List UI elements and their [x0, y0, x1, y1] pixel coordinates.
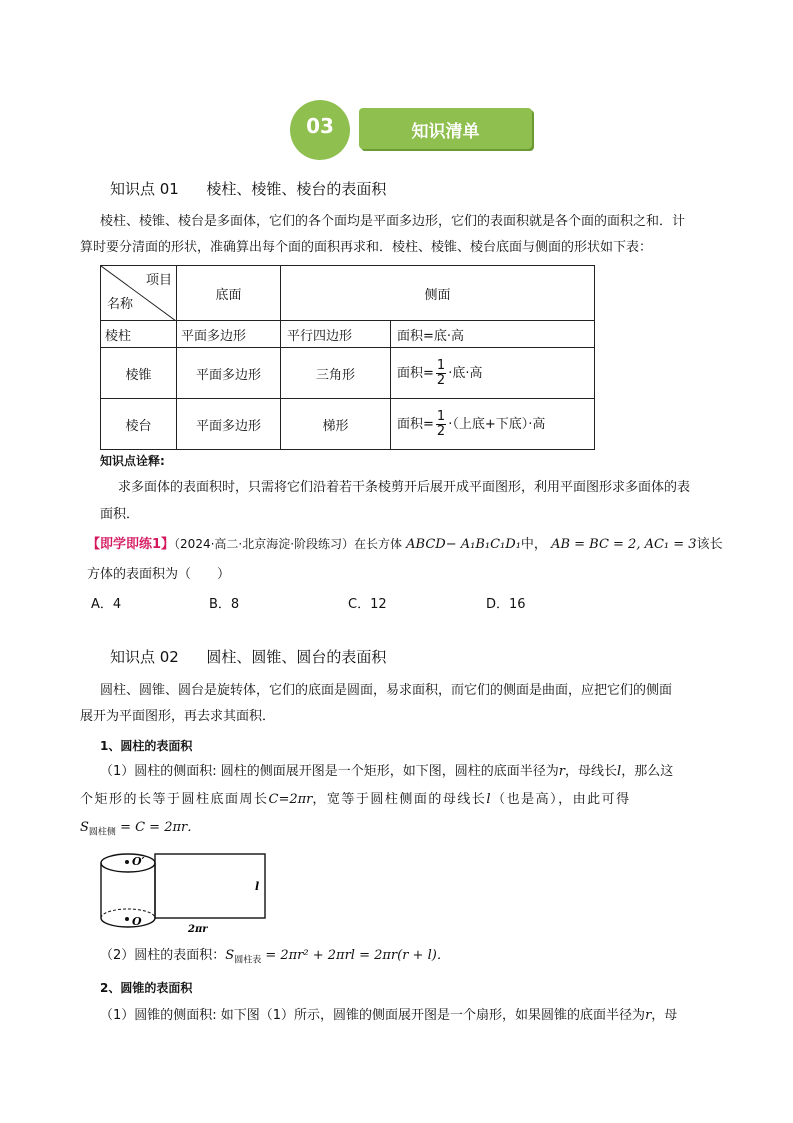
sub1-para-line3 — [100, 944, 450, 966]
sub1-text: ，母线长 — [565, 764, 618, 779]
table-cell-name: 棱台 — [101, 399, 177, 450]
formula-sub: 圆柱侧 — [88, 827, 116, 838]
formula-circumference: C=2πr — [268, 792, 313, 807]
notes-line2: 面积． — [100, 507, 140, 522]
table-row — [101, 321, 595, 348]
sub1-text: ，那么这 — [621, 764, 674, 779]
table-header-base: 底面 — [177, 266, 281, 321]
option-d[interactable]: D．16 — [486, 597, 526, 612]
section1-intro-line1: 棱柱、棱锥、棱台是多面体，它们的各个面均是平面多边形，它们的表面积就是各个面的面积之和．计 — [100, 214, 686, 229]
var-l: l — [486, 792, 493, 807]
table-cell-area — [391, 399, 595, 450]
table-cell-area — [391, 348, 595, 399]
sub1-text: 个矩形的长等于圆柱底面周长 — [80, 792, 269, 807]
section1-heading — [110, 178, 386, 199]
area-formula: 底·高 — [433, 328, 465, 344]
exercise-line1 — [87, 533, 723, 556]
section2-heading — [110, 646, 386, 667]
area-prefix: 面积= — [397, 328, 434, 344]
fig-label-bottom-length: 2πr — [188, 924, 208, 935]
sub1-text: （1）圆柱的侧面积: 圆柱的侧面展开图是一个矩形，如下图，圆柱的底面半径为 — [100, 764, 559, 779]
fraction-numerator: 1 — [436, 357, 446, 373]
sub1-para-line1 — [100, 761, 673, 783]
formula-s: S — [225, 948, 235, 963]
sub2-para-line1 — [100, 1005, 677, 1027]
fraction-denominator: 2 — [436, 423, 446, 439]
exercise-source: （2024·高二·北京海淀·阶段练习）在长方体 — [174, 537, 403, 551]
section2-intro-line1: 圆柱、圆锥、圆台是旋转体，它们的底面是圆面，易求面积，而它们的侧面是曲面，应把它们的侧面 — [100, 683, 673, 698]
exercise-line2: 方体的表面积为（ ） — [87, 567, 231, 582]
corner-top-label: 项目 — [145, 273, 172, 288]
formula-s: S — [80, 820, 89, 835]
table-corner-cell — [101, 266, 177, 321]
sub1-text: （2）圆柱的表面积： — [100, 948, 226, 963]
var-r: r — [558, 764, 566, 779]
exercise-condition: AB = BC = 2, AC₁ = 3 — [551, 537, 697, 552]
table-cell-side-shape: 三角形 — [281, 348, 391, 399]
section2-heading-title: 圆柱、圆锥、圆台的表面积 — [206, 648, 387, 666]
fraction — [436, 410, 446, 439]
fig-label-side: l — [255, 880, 260, 893]
formula-body: = C = 2πr． — [120, 820, 201, 835]
exercise-solid: ABCD− A₁B₁C₁D₁ — [406, 537, 521, 552]
corner-bottom-label: 名称 — [107, 297, 134, 312]
table-cell-side-shape: 平行四边形 — [281, 321, 391, 348]
fraction-denominator: 2 — [436, 372, 446, 388]
var-r: r — [645, 1008, 652, 1023]
option-b[interactable]: B．8 — [209, 597, 240, 612]
sub1-text: ，宽等于圆柱侧面的母线长 — [312, 792, 487, 807]
sub1-para-line2 — [80, 789, 631, 811]
table-cell-name: 棱柱 — [101, 321, 177, 348]
formula-sub: 圆柱表 — [234, 955, 262, 966]
table-cell-base: 平面多边形 — [177, 399, 281, 450]
table-cell-side-shape: 梯形 — [281, 399, 391, 450]
fraction — [436, 359, 446, 388]
section1-heading-title: 棱柱、棱锥、棱台的表面积 — [206, 180, 387, 198]
table-cell-base: 平面多边形 — [177, 348, 281, 399]
sub2-title: 2、圆锥的表面积 — [100, 981, 193, 995]
table-cell-area — [391, 321, 595, 348]
fraction-numerator: 1 — [436, 408, 446, 424]
notes-title: 知识点诠释: — [100, 454, 165, 468]
table-header-side: 侧面 — [281, 266, 595, 321]
section2-intro-line2: 展开为平面图形，再去求其面积． — [80, 709, 276, 724]
fig-label-top: O′ — [132, 855, 145, 868]
sub1-text: （也是高），由此可得 — [492, 792, 631, 807]
polyhedron-table — [100, 265, 595, 450]
area-formula: ·（上底+下底）·高 — [448, 416, 546, 432]
table-cell-base: 平面多边形 — [177, 321, 281, 348]
table-row — [101, 399, 595, 450]
sub1-title: 1、圆柱的表面积 — [100, 739, 193, 753]
section-number: 03 — [306, 114, 334, 138]
section-banner-title: 知识清单 — [411, 122, 480, 142]
notes-line1: 求多面体的表面积时，只需将它们沿着若干条棱剪开后展开成平面图形，利用平面图形求多面体的表 — [118, 480, 691, 495]
fig-label-bottom: O — [132, 915, 142, 928]
option-a[interactable]: A．4 — [91, 597, 122, 612]
exercise-mid: 中， — [520, 537, 547, 552]
cylinder-unfold-figure — [100, 850, 270, 935]
sub2-text: ，母 — [651, 1008, 678, 1023]
section2-heading-no: 知识点 02 — [110, 648, 179, 666]
table-row — [101, 348, 595, 399]
option-c[interactable]: C．12 — [348, 597, 387, 612]
area-prefix: 面积= — [397, 416, 434, 432]
formula-cylinder-lateral — [80, 816, 200, 838]
table-cell-name: 棱锥 — [101, 348, 177, 399]
section1-heading-no: 知识点 01 — [110, 180, 179, 198]
sub2-text: （1）圆锥的侧面积: 如下图（1）所示，圆锥的侧面展开图是一个扇形，如果圆锥的底面半径为 — [100, 1008, 646, 1023]
area-prefix: 面积= — [397, 365, 434, 381]
exercise-tag: 【即学即练1】 — [87, 537, 175, 552]
area-formula: ·底·高 — [448, 365, 483, 381]
formula-body: = 2πr² + 2πrl = 2πr(r + l)． — [265, 948, 450, 963]
section1-intro-line2: 算时要分清面的形状，准确算出每个面的面积再求和．棱柱、棱锥、棱台底面与侧面的形状如下表： — [80, 240, 653, 255]
exercise-tail: 该长 — [696, 537, 723, 552]
var-l: l — [617, 764, 622, 779]
